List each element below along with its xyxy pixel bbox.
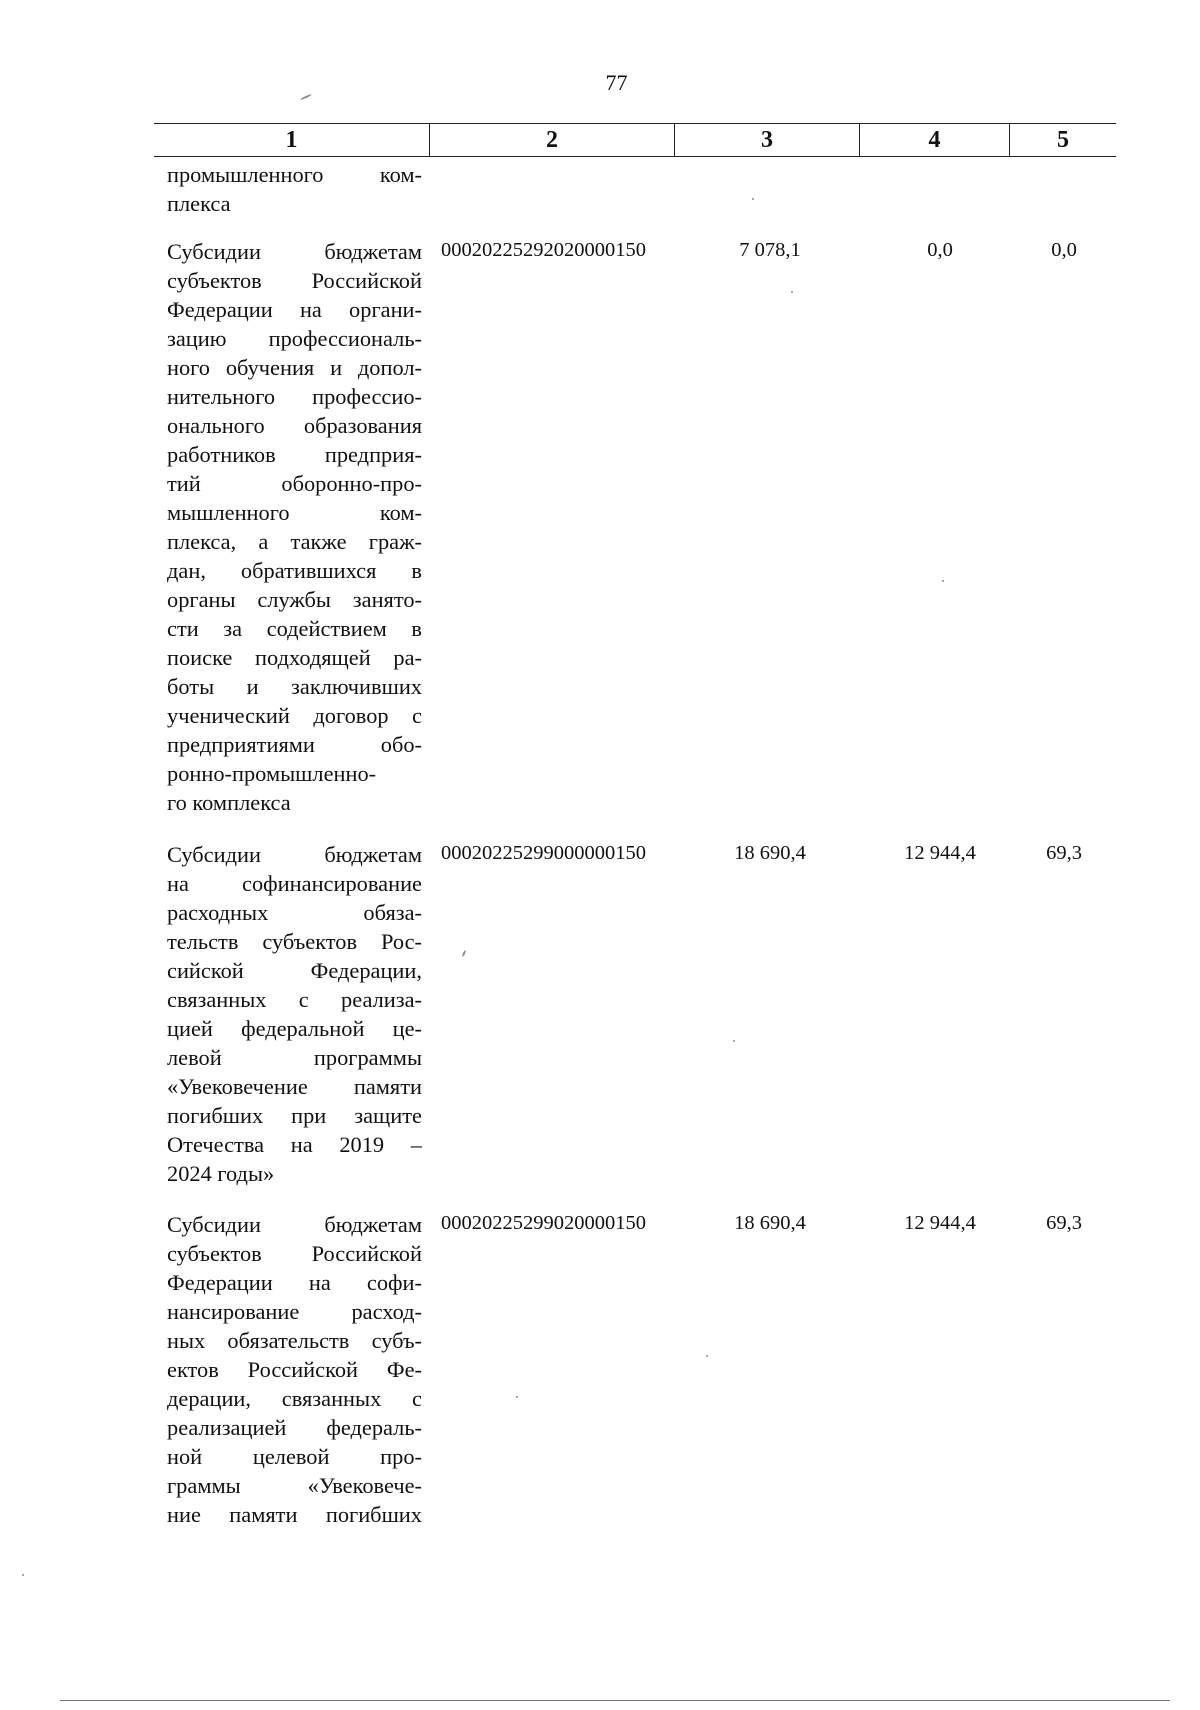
scan-speck (733, 1040, 735, 1042)
column-header-2: 2 (430, 124, 675, 156)
description-line: тий оборонно-про- (167, 471, 422, 496)
description-line: «Увековечение памяти (167, 1074, 422, 1099)
column-header-1: 1 (154, 124, 430, 156)
description-line: работников предприя- (167, 442, 422, 467)
description-line: нительного профессио- (167, 384, 422, 409)
description-line: левой программы (167, 1045, 422, 1070)
description-line: Федерации на софи- (167, 1270, 422, 1295)
description-line: сти за содействием в (167, 616, 422, 641)
description-line: ектов Российской Фе- (167, 1357, 422, 1382)
row-1-description (167, 237, 422, 817)
description-line: плекса (167, 191, 231, 216)
row-1-col5: 0,0 (1051, 239, 1077, 261)
description-line: Субсидии бюджетам (167, 1212, 422, 1237)
description-line: ных обязательств субъ- (167, 1328, 422, 1353)
description-line: Субсидии бюджетам (167, 842, 422, 867)
row-2-description (167, 840, 422, 1188)
description-line: боты и заключивших (167, 674, 422, 699)
row-2-col3: 18 690,4 (734, 842, 806, 864)
description-line: Отечества на 2019 – (167, 1132, 422, 1157)
description-line: погибших при защите (167, 1103, 422, 1128)
description-line: нансирование расход- (167, 1299, 422, 1324)
row-2-col5: 69,3 (1046, 842, 1082, 864)
description-line: дерации, связанных с (167, 1386, 422, 1411)
scan-speck (22, 1574, 24, 1576)
description-line: граммы «Увековече- (167, 1473, 422, 1498)
scan-speck (462, 950, 467, 957)
column-header-4: 4 (860, 124, 1010, 156)
description-line: органы службы занято- (167, 587, 422, 612)
description-line: субъектов Российской (167, 268, 422, 293)
scan-speck (706, 1355, 708, 1357)
row-3-code: 00020225299020000150 (441, 1212, 646, 1234)
description-line: 2024 годы» (167, 1161, 275, 1186)
table-header-row (154, 123, 1116, 157)
scan-speck (942, 580, 944, 582)
description-line: Федерации на органи- (167, 297, 422, 322)
description-line: дан, обратившихся в (167, 558, 422, 583)
description-line: субъектов Российской (167, 1241, 422, 1266)
description-line: поиске подходящей ра- (167, 645, 422, 670)
description-line: Субсидии бюджетам (167, 239, 422, 264)
description-line: промышленного ком- (167, 162, 422, 187)
description-line: на софинансирование (167, 871, 422, 896)
description-line: ного обучения и допол- (167, 355, 422, 380)
row-1-col4: 0,0 (927, 239, 953, 261)
column-header-5: 5 (1057, 126, 1069, 153)
row-2-code: 00020225299000000150 (441, 842, 646, 864)
description-line: ронно-промышленно- (167, 761, 377, 786)
description-line: плекса, а также граж- (167, 529, 422, 554)
scan-edge-line (60, 1700, 1170, 1701)
row-3-col3: 18 690,4 (734, 1212, 806, 1234)
description-line: расходных обяза- (167, 900, 422, 925)
row-3-description (167, 1210, 422, 1529)
description-line: цией федеральной це- (167, 1016, 422, 1041)
description-line: го комплекса (167, 790, 291, 815)
description-line: ние памяти погибших (167, 1502, 422, 1527)
description-line: зацию профессиональ- (167, 326, 422, 351)
row-2-col4: 12 944,4 (904, 842, 976, 864)
description-line: тельств субъектов Рос- (167, 929, 422, 954)
row-1-col3: 7 078,1 (739, 239, 801, 261)
page-number: 77 (605, 70, 628, 95)
row-3-col5: 69,3 (1046, 1212, 1082, 1234)
continuation-description (167, 160, 422, 218)
description-line: онального образования (167, 413, 422, 438)
description-line: реализацией федераль- (167, 1415, 422, 1440)
description-line: мышленного ком- (167, 500, 422, 525)
description-line: сийской Федерации, (167, 958, 422, 983)
scan-speck (516, 1396, 518, 1398)
description-line: предприятиями обо- (167, 732, 422, 757)
column-header-3: 3 (675, 124, 860, 156)
row-1-code: 00020225292020000150 (441, 239, 646, 261)
scan-speck (791, 291, 793, 293)
scan-speck (752, 198, 754, 200)
description-line: ученический договор с (167, 703, 422, 728)
row-3-col4: 12 944,4 (904, 1212, 976, 1234)
description-line: связанных с реализа- (167, 987, 422, 1012)
description-line: ной целевой про- (167, 1444, 422, 1469)
